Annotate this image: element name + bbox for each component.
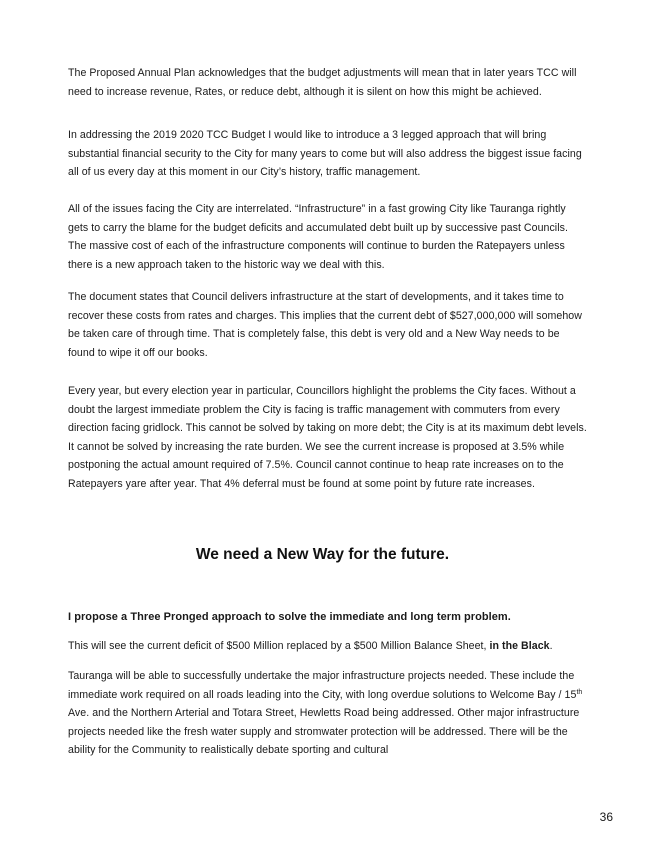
page-number: 36 (599, 810, 613, 824)
paragraph-budget-approach: In addressing the 2019 2020 TCC Budget I would like to introduce a 3 legged approach that will bring substantial financial security to the City for many years to come but will also address the biggest issue facing all of us every day at this moment in our City’s history, traffic management. (68, 129, 582, 179)
paragraph-balance-sheet (68, 637, 588, 656)
projects-text-start: Tauranga will be able to successfully undertake the major infrastructure projects needed. These include the immediate work required on all roads leading into the City, with long overdue solutions to Welcome Bay / 15 (68, 670, 577, 701)
paragraph-traffic-management: Every year, but every election year in particular, Councillors highlight the problems the City faces. Without a doubt the largest immediate problem the City is facing is traffic management with commuters from every direction facing gridlock. This cannot be solved by taking on more debt; the City is at its maximum debt levels. It cannot be solved by increasing the rate burden. We see the current increase is proposed at 3.5% while postponing the actual amount required of 7.5%. Council cannot continue to heap rate increases on to the Ratepayers yare after year. That 4% deferral must be found at some point by future rate increases. (68, 385, 587, 490)
paragraph-infrastructure-issues: All of the issues facing the City are interrelated. “Infrastructure” in a fast growing City like Tauranga rightly gets to carry the blame for the budget deficits and accumulated debt built up by successive past Councils. The massive cost of each of the infrastructure components will continue to burden the Ratepayers unless there is a new approach taken to the historic way we deal with this. (68, 203, 568, 271)
projects-text-end: Ave. and the Northern Arterial and Totara Street, Hewletts Road being addressed. Other major infrastructure projects needed like the fresh water supply and stromwater protection will be addressed. There will be the ability for the Community to realistically debate sporting and cultural (68, 707, 580, 757)
ordinal-superscript: th (576, 688, 583, 696)
balance-sheet-period: . (549, 640, 553, 652)
paragraph-proposal: I propose a Three Pronged approach to solve the immediate and long term problem. (68, 611, 511, 623)
in-the-black-text: in the Black (489, 640, 550, 652)
paragraph-annual-plan: The Proposed Annual Plan acknowledges that the budget adjustments will mean that in later years TCC will need to increase revenue, Rates, or reduce debt, although it is silent on how this might be achieved. (68, 67, 577, 98)
paragraph-debt-recovery: The document states that Council delivers infrastructure at the start of developments, and it takes time to recover these costs from rates and charges. This implies that the current debt of $527,000,000 will somehow be taken care of through time. That is completely false, this debt is very old and a New Way needs to be found to wipe it off our books. (68, 291, 582, 359)
section-heading: We need a New Way for the future. (195, 546, 450, 563)
balance-sheet-text: This will see the current deficit of $500 Million replaced by a $500 Million Balance Sheet, (68, 640, 490, 652)
paragraph-infrastructure-projects (68, 667, 588, 760)
